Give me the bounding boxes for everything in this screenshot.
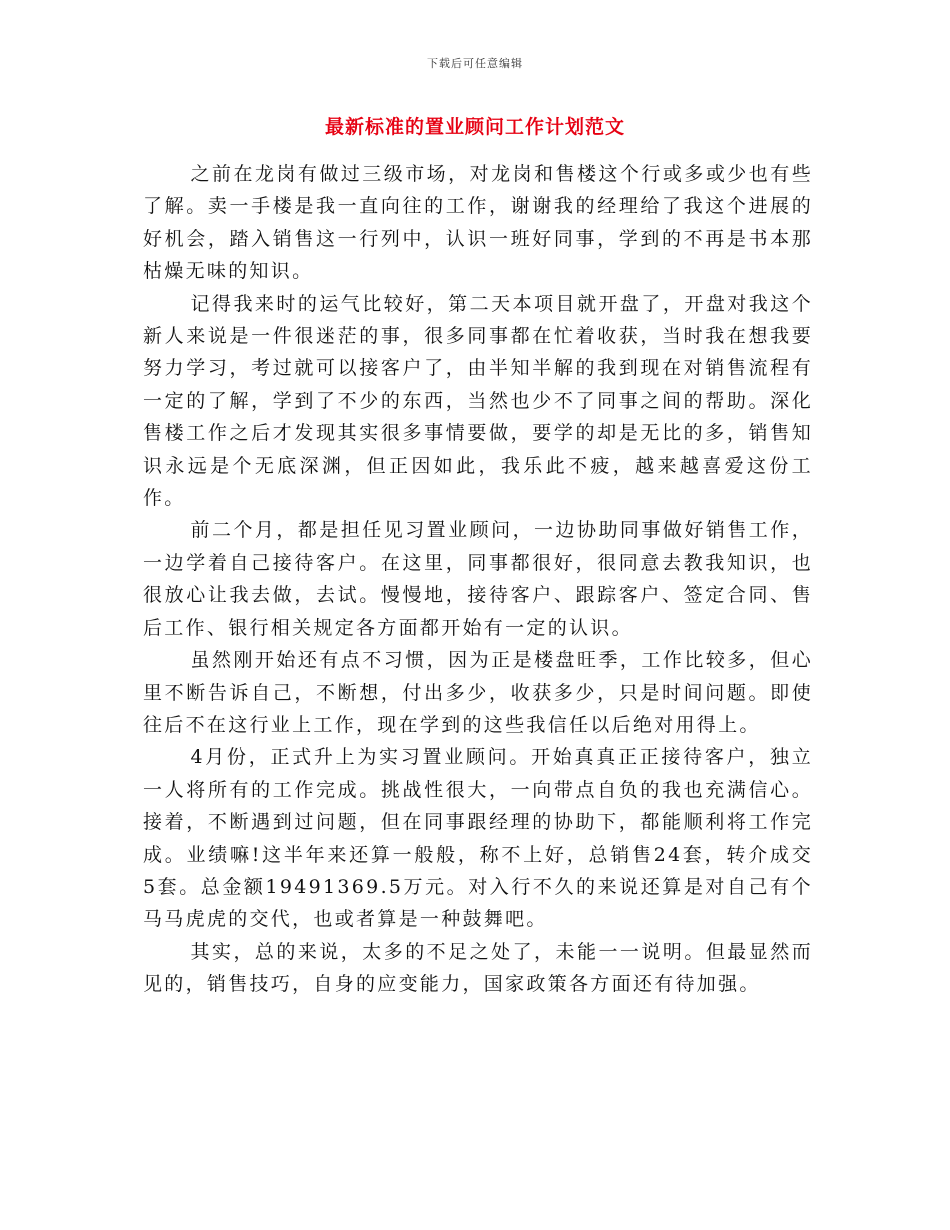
paragraph-3: 前二个月，都是担任见习置业顾问，一边协助同事做好销售工作，一边学着自己接待客户。在这里，同事都很好，很同意去教我知识，也很放心让我去做，去试。慢慢地，接待客户、跟踪客户、签定合同、售后工作、银行相关规定各方面都开始有一定的认识。 [143,519,813,639]
paragraph-5: 4月份，正式升上为实习置业顾问。开始真真正正接待客户，独立一人将所有的工作完成。挑战性很大，一向带点自负的我也充满信心。接着，不断遇到过问题，但在同事跟经理的协助下，都能顺利将工作完成。业绩嘛!这半年来还算一般般，称不上好，总销售24套，转介成交5套。总金额19491369.5万元。对入行不久的来说还算是对自己有个马马虎虎的交代，也或者算是一种鼓舞吧。 [143,746,813,931]
paragraph-2: 记得我来时的运气比较好，第二天本项目就开盘了，开盘对我这个新人来说是一件很迷茫的事，很多同事都在忙着收获，当时我在想我要努力学习，考过就可以接客户了，由半知半解的我到现在对销售流程有一定的了解，学到了不少的东西，当然也少不了同事之间的帮助。深化售楼工作之后才发现其实很多事情要做，要学的却是无比的多，销售知识永远是个无底深渊，但正因如此，我乐此不疲，越来越喜爱这份工作。 [143,292,813,510]
paragraph-4: 虽然刚开始还有点不习惯，因为正是楼盘旺季，工作比较多，但心里不断告诉自己，不断想，付出多少，收获多少，只是时间问题。即使往后不在这行业上工作，现在学到的这些我信任以后绝对用得上。 [143,649,813,736]
document-body [143,158,813,1001]
paragraph-1: 之前在龙岗有做过三级市场，对龙岗和售楼这个行或多或少也有些了解。卖一手楼是我一直向往的工作，谢谢我的经理给了我这个进展的好机会，踏入销售这一行列中，认识一班好同事，学到的不再是书本那枯燥无味的知识。 [143,163,813,283]
header-note: 下载后可任意编辑 [427,57,523,70]
document-title: 最新标准的置业顾问工作计划范文 [324,116,625,138]
paragraph-6: 其实，总的来说，太多的不足之处了，未能一一说明。但最显然而见的，销售技巧，自身的应变能力，国家政策各方面还有待加强。 [143,940,813,996]
